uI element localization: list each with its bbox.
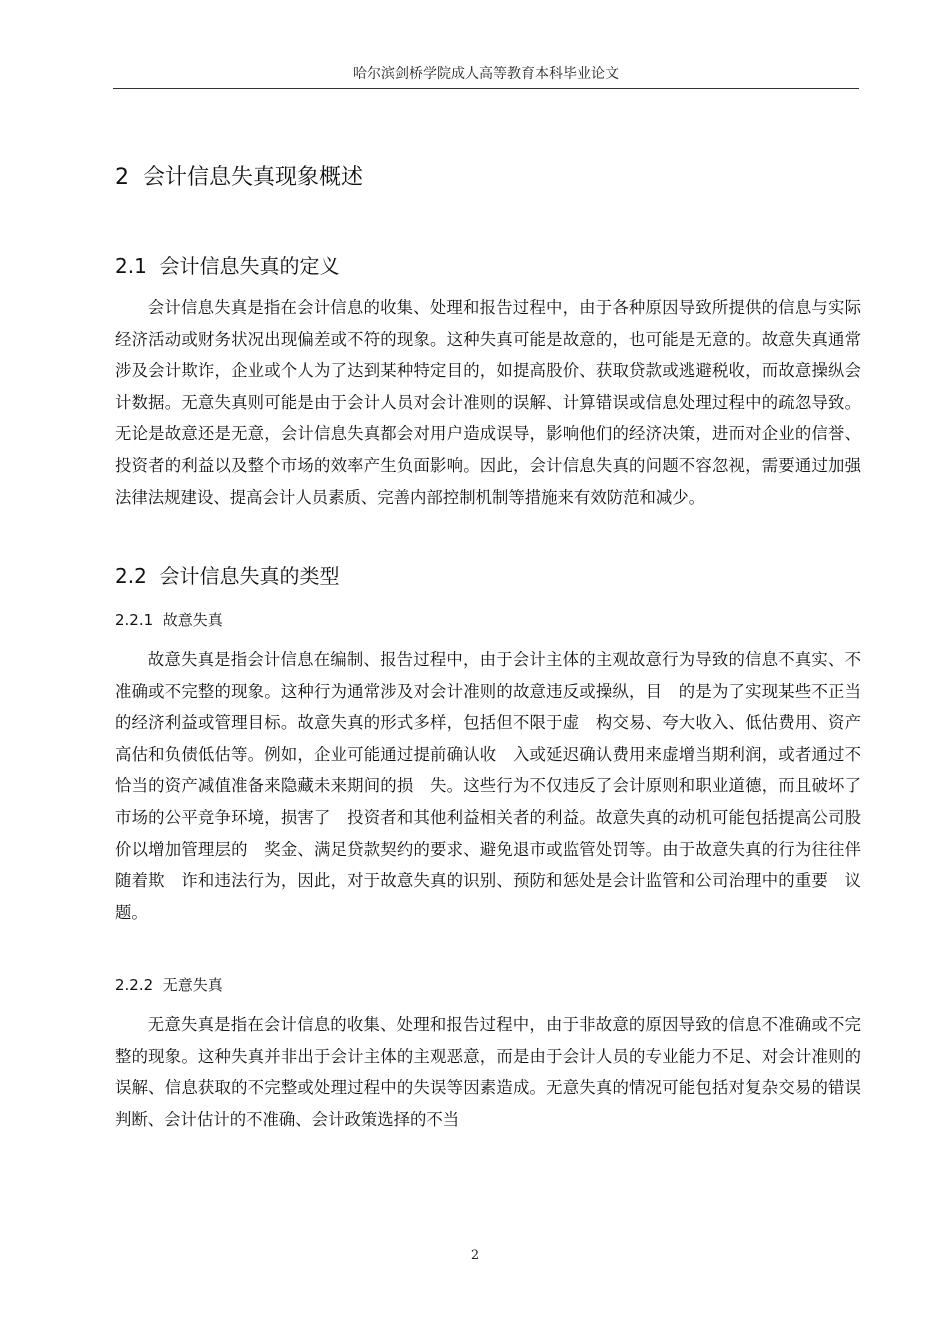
subsection-title: 无意失真 — [162, 976, 223, 994]
section-number: 2.1 — [115, 254, 147, 278]
header-rule — [113, 88, 859, 89]
chapter-number: 2 — [115, 165, 129, 190]
section-heading-2-2 — [115, 562, 340, 590]
section-title: 会计信息失真的定义 — [159, 254, 340, 278]
subsection-2-2-2-paragraph: 无意失真是指在会计信息的收集、处理和报告过程中，由于非故意的原因导致的信息不准确或不完整的现象。这种失真并非出于会计主体的主观恶意，而是由于会计人员的专业能力不足、对会计准则的误解、信息获取的不完整或处理过程中的失误等因素造成。无意失真的情况可能包括对复杂交易的错误判断、会计估计的不准确、会计政策选择的不当 — [115, 1015, 861, 1129]
chapter-title: 会计信息失真现象概述 — [143, 165, 364, 190]
subsection-heading-2-2-1 — [115, 609, 223, 631]
section-number: 2.2 — [115, 564, 147, 588]
chapter-heading — [115, 163, 363, 193]
subsection-2-2-1-paragraph: 故意失真是指会计信息在编制、报告过程中，由于会计主体的主观故意行为导致的信息不真实、不准确或不完整的现象。这种行为通常涉及对会计准则的故意违反或操纵，目 的是为了实现某些不正当的经济利益或管理目标。故意失真的形式多样，包括但不限于虚 构交易、夸大收入、低估费用、资产高估和负债低估等。例如，企业可能通过提前确认收 入或延迟确认费用来虚增当期利润，或者通过不恰当的资产减值准备来隐藏未来期间的损 失。这些行为不仅违反了会计原则和职业道德，而且破坏了市场的公平竞争环境，损害了 投资者和其他利益相关者的利益。故意失真的动机可能包括提高公司股价以增加管理层的 奖金、满足贷款契约的要求、避免退市或监管处罚等。由于故意失真的行为往往伴随着欺 诈和违法行为，因此，对于故意失真的识别、预防和惩处是会计监管和公司治理中的重要 议题。 — [115, 650, 861, 922]
section-title: 会计信息失真的类型 — [159, 564, 340, 588]
page-number: 2 — [470, 1248, 480, 1263]
subsection-heading-2-2-2 — [115, 974, 223, 996]
subsection-number: 2.2.2 — [115, 976, 154, 994]
section-2-1-paragraph: 会计信息失真是指在会计信息的收集、处理和报告过程中，由于各种原因导致所提供的信息与实际经济活动或财务状况出现偏差或不符的现象。这种失真可能是故意的，也可能是无意的。故意失真通常涉及会计欺诈，企业或个人为了达到某种特定目的，如提高股价、获取贷款或逃避税收，而故意操纵会计数据。无意失真则可能是由于会计人员对会计准则的误解、计算错误或信息处理过程中的疏忽导致。无论是故意还是无意，会计信息失真都会对用户造成误导，影响他们的经济决策，进而对企业的信誉、投资者的利益以及整个市场的效率产生负面影响。因此，会计信息失真的问题不容忽视，需要通过加强法律法规建设、提高会计人员素质、完善内部控制机制等措施来有效防范和减少。 — [115, 298, 861, 507]
subsection-number: 2.2.1 — [115, 611, 154, 629]
page-header: 哈尔滨剑桥学院成人高等教育本科毕业论文 — [353, 66, 619, 82]
section-heading-2-1 — [115, 252, 340, 280]
subsection-title: 故意失真 — [162, 611, 223, 629]
